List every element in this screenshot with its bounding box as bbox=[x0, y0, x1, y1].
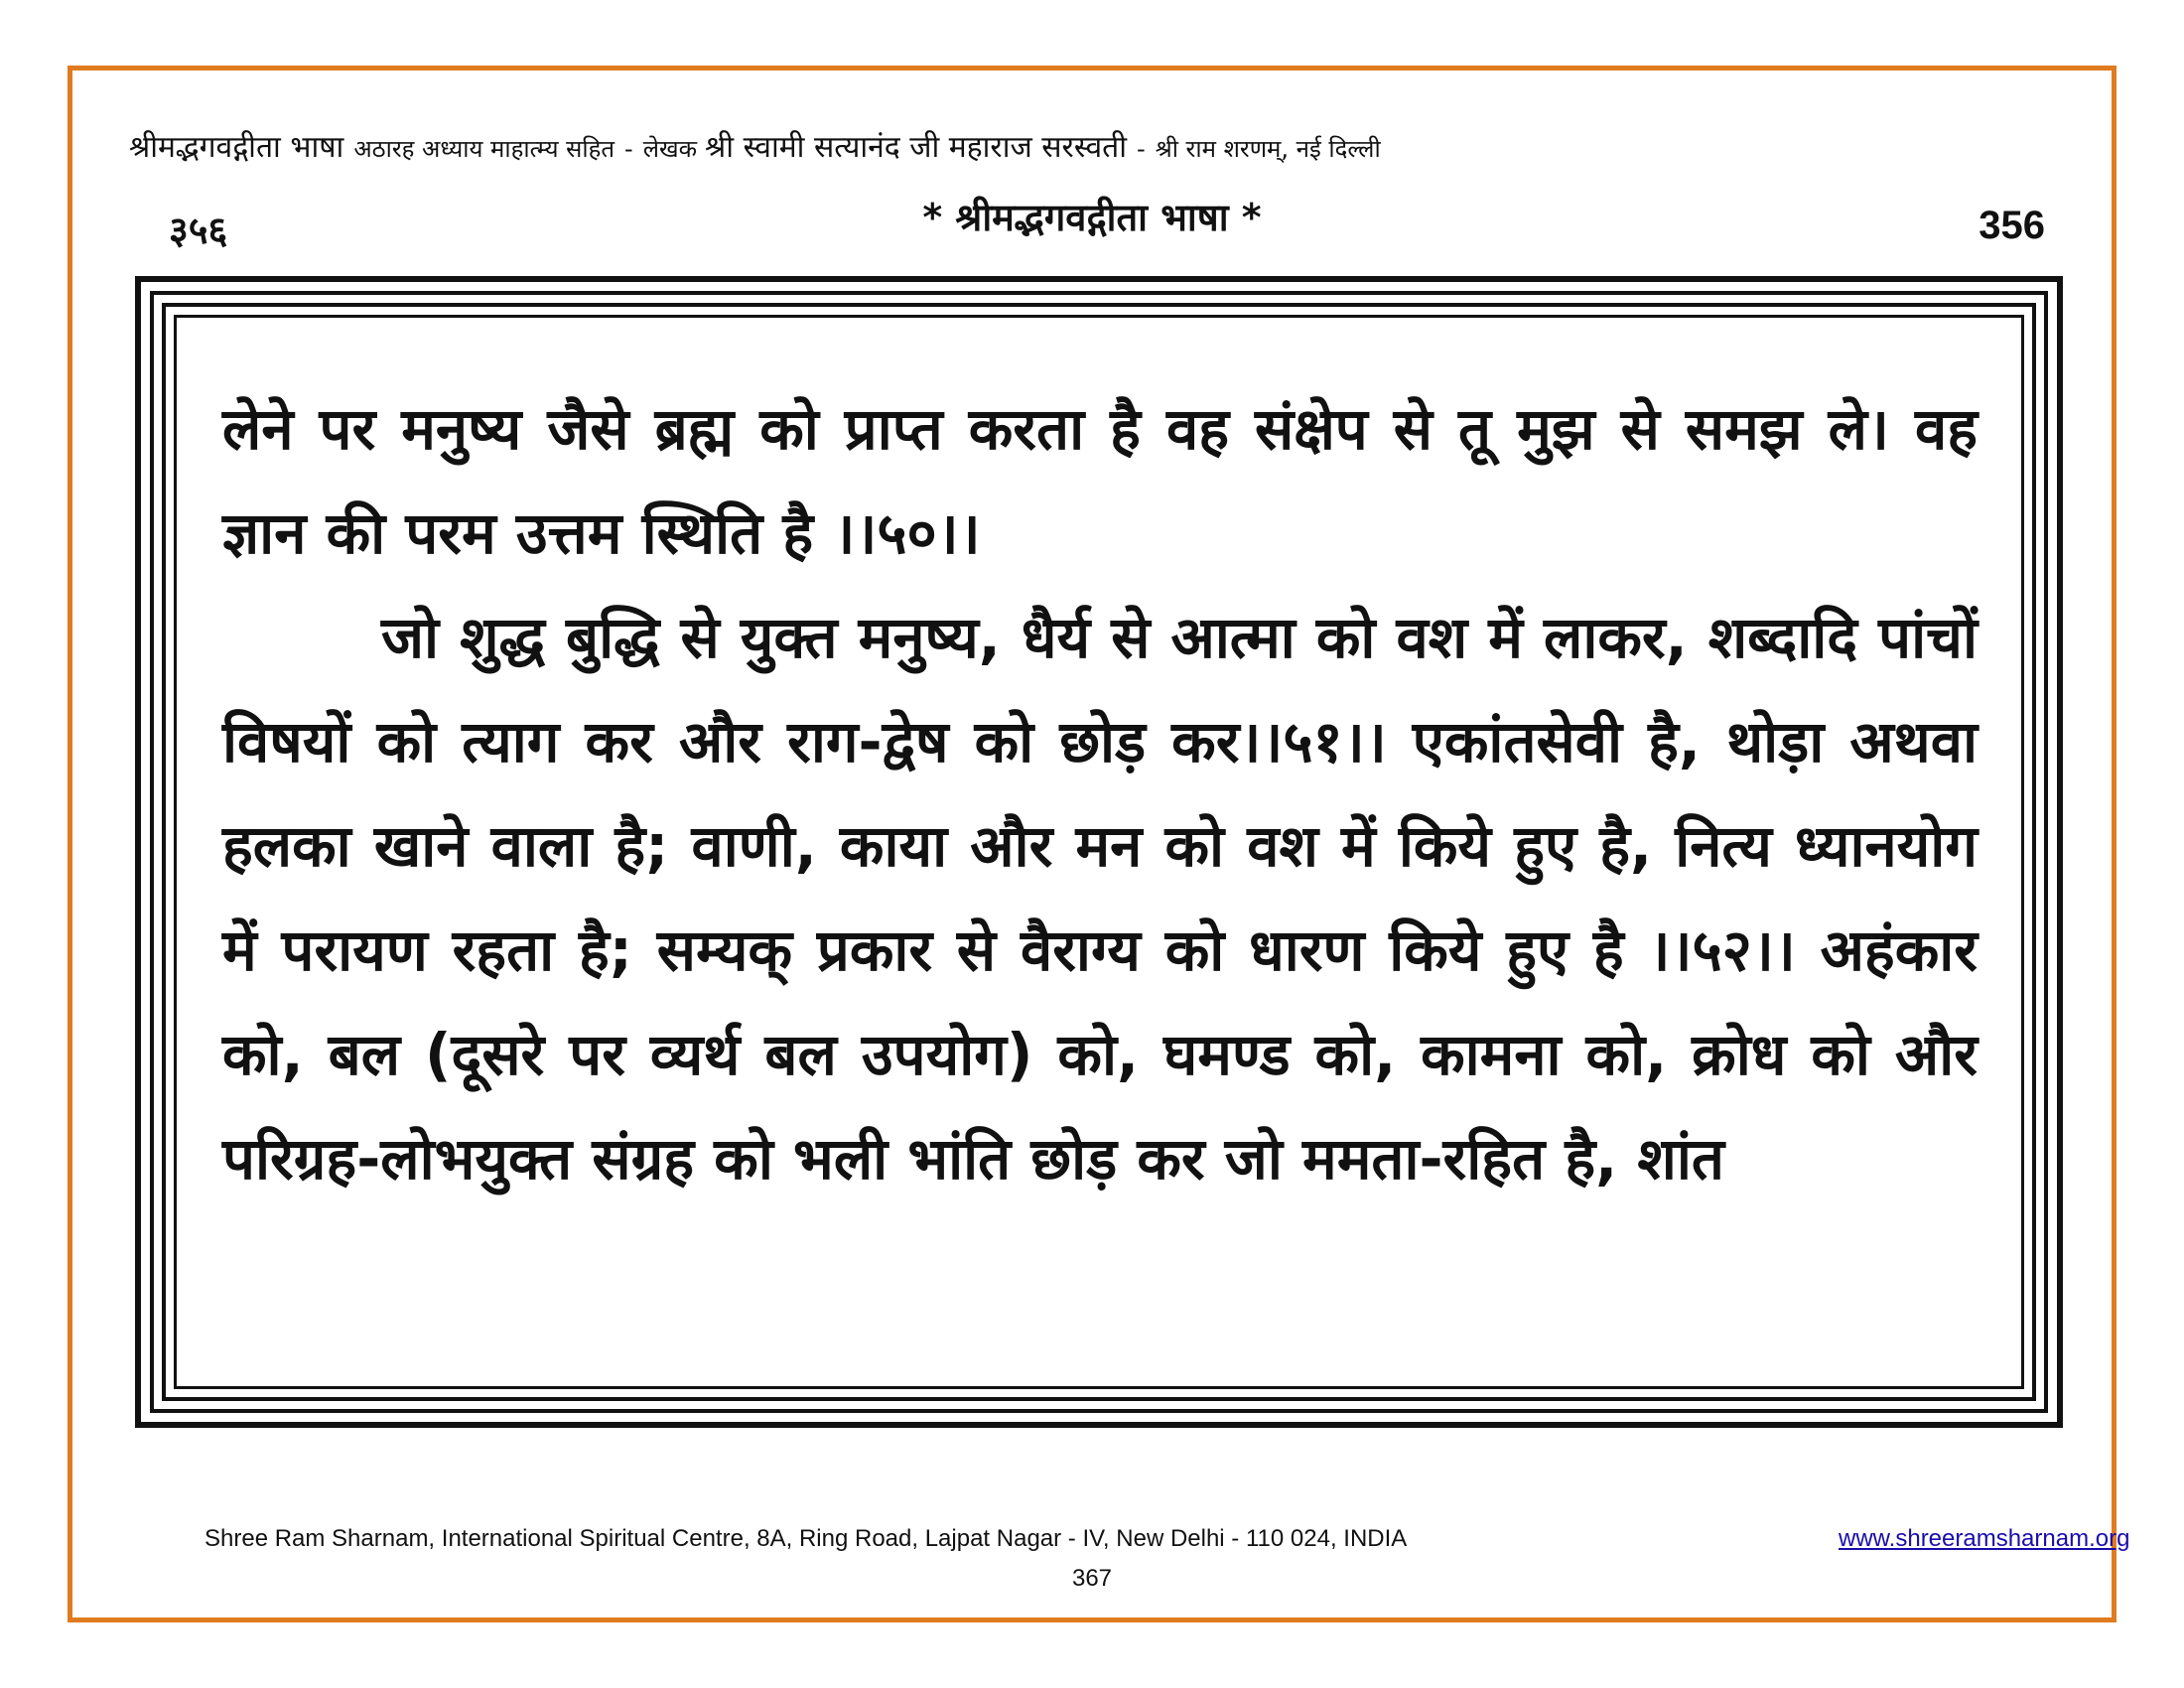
footer-address: Shree Ram Sharnam, International Spiritual Centre, 8A, Ring Road, Lajpat Nagar - IV, New Delhi - 110 024, INDIA bbox=[205, 1525, 1408, 1552]
page-number-devanagari: ३५६ bbox=[169, 209, 228, 252]
book-header bbox=[129, 125, 2065, 169]
book-title: श्रीमद्भगवद्गीता भाषा bbox=[129, 130, 344, 165]
footer-address-line bbox=[205, 1525, 2130, 1553]
publisher-place: श्री राम शरणम्, नई दिल्ली bbox=[1155, 135, 1381, 163]
author-name: श्री स्वामी सत्यानंद जी महाराज सरस्वती bbox=[705, 130, 1128, 165]
scripture-text bbox=[222, 377, 1978, 1211]
website-link[interactable]: www.shreeramsharnam.org bbox=[1839, 1525, 2130, 1552]
header-separator: - bbox=[1137, 135, 1146, 163]
footer-page-number: 367 bbox=[1071, 1565, 1113, 1592]
page-title: * श्रीमद्भगवद्गीता भाषा * bbox=[922, 196, 1262, 239]
header-separator: - bbox=[624, 135, 633, 163]
paragraph: लेने पर मनुष्य जैसे ब्रह्म को प्राप्त करता है वह संक्षेप से तू मुझ से समझ ले। वह ज्ञान की परम उत्तम स्थिति है ।।५०।। bbox=[222, 395, 1978, 567]
page-number: 356 bbox=[1979, 204, 2045, 247]
author-label: लेखक bbox=[642, 135, 698, 163]
book-subtitle: अठारह अध्याय माहात्म्य सहित bbox=[353, 135, 615, 163]
paragraph: जो शुद्ध बुद्धि से युक्त मनुष्य, धैर्य से आत्मा को वश में लाकर, शब्दादि पांचों विषयों को त्याग कर और राग-द्वेष को छोड़ कर।।५१।। एकांतसेवी है, थोड़ा अथवा हलका खाने वाला है; वाणी, काया और मन को वश में किये हुए है, नित्य ध्यानयोग में परायण रहता है; सम्यक् प्रकार से वैराग्य को धारण किये हुए है ।।५२।। अहंकार को, बल (दूसरे पर व्यर्थ बल उपयोग) को, घमण्ड को, कामना को, क्रोध को और परिग्रह-लोभयुक्त संग्रह को भली भांति छोड़ कर जो ममता-रहित है, शांत bbox=[222, 604, 1978, 1193]
